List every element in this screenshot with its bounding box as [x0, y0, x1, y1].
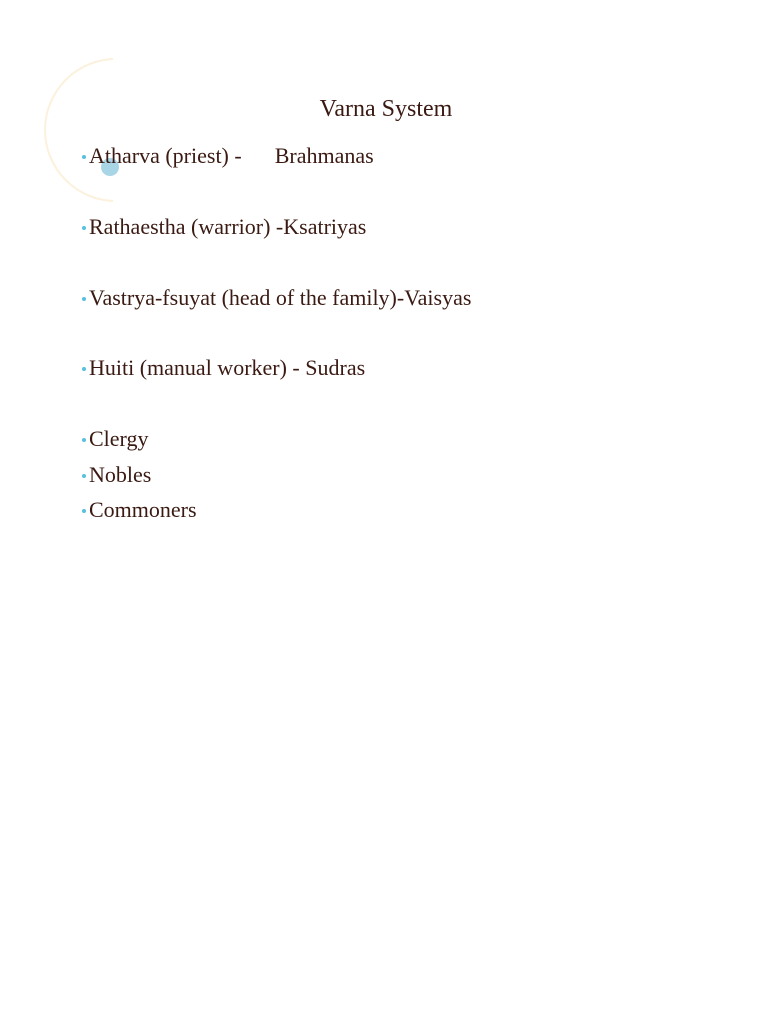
bullet-icon — [82, 367, 86, 371]
list-item-rathaestha: Rathaestha (warrior) -Ksatriyas — [89, 214, 367, 239]
list-item-nobles: Nobles — [89, 462, 152, 487]
list-item-atharva: Atharva (priest) - Brahmanas — [89, 143, 374, 168]
list-item-commoners: Commoners — [89, 497, 197, 522]
bullet-icon — [82, 474, 86, 478]
bullet-icon — [82, 155, 86, 159]
slide-title: Varna System — [319, 96, 453, 122]
bullet-icon — [82, 509, 86, 513]
list-item-vastrya: Vastrya-fsuyat (head of the family)-Vaisyas — [89, 285, 472, 310]
list-item-clergy: Clergy — [89, 426, 149, 451]
bullet-icon — [82, 226, 86, 230]
bullet-icon — [82, 297, 86, 301]
decorative-arc — [44, 58, 188, 202]
list-item-huiti: Huiti (manual worker) - Sudras — [89, 355, 366, 380]
bullet-icon — [82, 438, 86, 442]
